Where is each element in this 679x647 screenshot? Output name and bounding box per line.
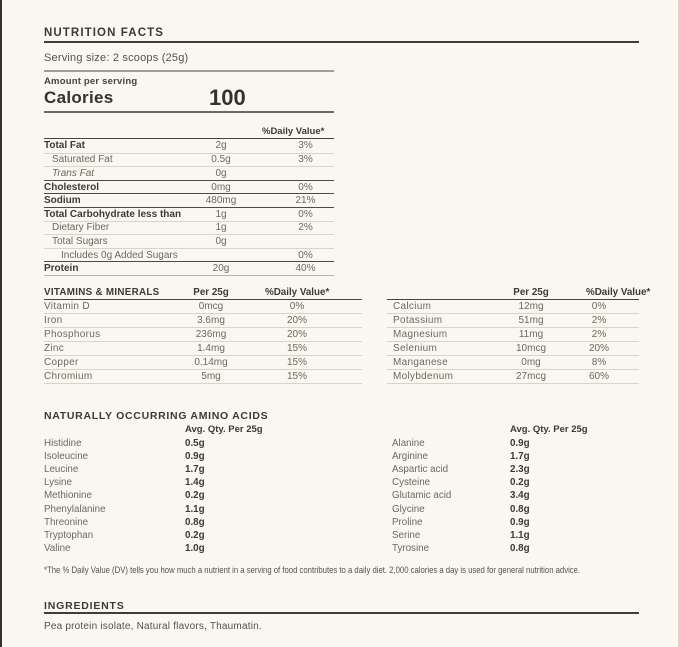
table-row [44,207,334,221]
nutrient-label: Saturated Fat [52,154,113,166]
mineral-name: Vitamin D [44,301,90,312]
list-item [44,489,324,502]
ingredients-text: Pea protein isolate, Natural flavors, Thaumatin. [44,621,262,632]
list-item [392,542,639,555]
nutrient-label: Protein [44,263,79,275]
nutrient-amount: 0g [215,235,227,247]
amino-name: Tyrosine [392,542,430,554]
amino-qty-header-left: Avg. Qty. Per 25g [185,424,263,435]
list-item [44,476,324,489]
nutrient-label: Total Sugars [52,235,108,247]
nutrient-amount: 1g [215,208,227,220]
table-row [44,248,334,262]
serving-size-text: Serving size: 2 scoops (25g) [44,52,189,64]
daily-value-col: %Daily Value* [586,287,651,298]
amino-name: Arginine [392,451,428,463]
mineral-dv: 20% [588,343,609,354]
nutrient-amount: 1g [215,222,227,234]
amino-acids-title: NATURALLY OCCURRING AMINO ACIDS [44,410,269,422]
mineral-dv: 8% [591,357,607,368]
ingredients-divider [44,612,639,614]
amino-qty: 1.7g [510,451,530,463]
table-row [44,139,334,153]
mineral-name: Phosphorus [44,329,101,340]
per-serving-col: Per 25g [513,287,549,298]
vitamins-table-header [44,286,362,300]
table-row [44,300,362,314]
mineral-name: Calcium [393,301,432,312]
mineral-qty: 3.6mg [197,315,225,326]
table-row [44,180,334,194]
vitamins-table-left [44,286,362,384]
mineral-name: Magnesium [393,329,448,340]
amino-acids-column-left [44,437,324,555]
mineral-dv: 15% [286,357,307,368]
amino-name: Aspartic acid [392,464,449,476]
table-row [44,328,362,342]
amino-qty: 1.1g [185,503,205,515]
mineral-qty: 236mg [195,329,227,340]
nutrient-label: Total Carbohydrate less than [44,208,182,220]
mineral-name: Manganese [393,357,448,368]
daily-value-table [44,139,334,276]
nutrient-amount: 0.5g [211,154,231,166]
list-item [44,502,324,515]
vitamins-title: VITAMINS & MINERALS [44,287,160,298]
list-item [392,489,639,502]
mineral-qty: 0mg [521,357,541,368]
table-row [387,300,639,314]
amino-qty: 0.9g [185,451,205,463]
amino-name: Glutamic acid [392,490,452,502]
nutrient-dv: 0% [298,181,313,193]
amino-qty: 1.7g [185,464,205,476]
mineral-qty: 27mcg [515,371,546,382]
table-row [44,261,334,275]
table-row [387,342,639,356]
amino-name: Cysteine [392,477,431,489]
amino-qty: 1.1g [510,529,530,541]
table-row [44,234,334,248]
amino-name: Methionine [44,490,92,502]
table-row [44,370,362,384]
table-row [387,356,639,370]
table-row [44,153,334,167]
list-item [392,516,639,529]
amino-name: Isoleucine [44,451,89,463]
amino-name: Serine [392,529,421,541]
nutrient-label: Dietary Fiber [52,222,110,234]
mineral-name: Copper [44,357,79,368]
mineral-name: Potassium [393,315,443,326]
nutrient-dv: 21% [295,195,316,207]
amino-name: Lysine [44,477,72,489]
mineral-name: Iron [44,315,63,326]
mineral-dv: 15% [286,343,307,354]
mineral-qty: 5mg [201,371,221,382]
amino-qty: 2.3g [510,464,530,476]
mineral-dv: 0% [289,301,305,312]
table-row [44,221,334,235]
nutrient-amount: 2g [215,140,227,152]
amino-name: Threonine [44,516,89,528]
daily-value-header: %Daily Value* [262,126,325,137]
daily-value-col: %Daily Value* [265,287,330,298]
amount-per-serving-label: Amount per serving [44,76,138,87]
list-item [44,516,324,529]
amino-qty: 0.2g [510,477,530,489]
amino-name: Tryptophan [44,529,94,541]
mineral-qty: 11mg [518,329,544,340]
list-item [44,450,324,463]
ingredients-title: INGREDIENTS [44,600,125,612]
nutrient-amount: 0g [215,167,227,179]
mineral-qty: 12mg [518,301,544,312]
amino-name: Leucine [44,464,79,476]
table-row [44,356,362,370]
table-row [44,342,362,356]
list-item [44,463,324,476]
nutrient-label: Includes 0g Added Sugars [61,249,178,261]
amino-qty: 0.9g [510,438,530,450]
mineral-name: Selenium [393,343,438,354]
page-title: NUTRITION FACTS [44,27,164,39]
amino-name: Proline [392,516,423,528]
amino-qty: 0.8g [185,516,205,528]
amino-qty: 0.8g [510,503,530,515]
amino-acids-column-right [392,437,639,555]
list-item [392,502,639,515]
list-item [44,529,324,542]
mineral-dv: 20% [286,315,307,326]
nutrient-amount: 20g [212,263,230,275]
serving-divider [44,70,334,72]
table-row [44,193,334,207]
table-row [387,314,639,328]
amino-name: Phenylalanine [44,503,106,515]
mineral-name: Molybdenum [393,371,454,382]
table-row [387,370,639,384]
mineral-dv: 2% [591,315,607,326]
nutrient-dv: 40% [295,263,316,275]
amino-qty: 0.8g [510,542,530,554]
mineral-dv: 20% [286,329,307,340]
vitamins-table-right [387,286,651,384]
mineral-name: Chromium [44,371,93,382]
nutrient-dv: 2% [298,222,313,234]
amino-name: Histidine [44,438,82,450]
list-item [392,437,639,450]
calories-label: Calories [44,88,114,107]
mineral-qty: 0.14mg [194,357,228,368]
amino-qty: 3.4g [510,490,530,502]
mineral-qty: 0mcg [198,301,224,312]
mineral-qty: 10mcg [515,343,546,354]
amino-qty: 0.9g [510,516,530,528]
list-item [44,542,324,555]
mineral-dv: 0% [591,301,607,312]
nutrient-label: Trans Fat [52,167,95,179]
mineral-name: Zinc [44,343,65,354]
per-serving-col: Per 25g [193,287,229,298]
mineral-dv: 15% [286,371,307,382]
nutrient-dv: 0% [298,208,313,220]
amino-qty: 1.4g [185,477,205,489]
amino-name: Glycine [392,503,425,515]
list-item [392,529,639,542]
list-item [392,450,639,463]
nutrient-dv: 0% [298,249,313,261]
amino-qty: 1.0g [185,542,205,554]
amino-qty: 0.2g [185,529,205,541]
mineral-dv: 60% [588,371,609,382]
table-row [44,314,362,328]
vitamins-table-header [387,286,651,300]
nutrient-dv: 3% [298,140,313,152]
calories-divider [44,111,334,113]
nutrient-dv: 3% [298,154,313,166]
list-item [392,463,639,476]
amino-qty: 0.2g [185,490,205,502]
amino-name: Alanine [392,438,425,450]
mineral-qty: 51mg [518,315,544,326]
nutrient-label: Total Fat [44,140,85,152]
list-item [44,437,324,450]
mineral-qty: 1.4mg [197,343,225,354]
mineral-dv: 2% [591,329,607,340]
nutrient-amount: 0mg [211,181,231,193]
table-row [387,328,639,342]
nutrient-amount: 480mg [205,195,237,207]
list-item [392,476,639,489]
amino-name: Valine [44,542,71,554]
daily-value-footnote: *The % Daily Value (DV) tells you how much a nutrient in a serving of food contributes to a daily diet. 2,000 calories a day is used for general nutrition advice. [44,565,581,575]
calories-value: 100 [209,85,246,110]
title-divider [44,41,639,43]
nutrient-label: Cholesterol [44,181,100,193]
amino-qty: 0.5g [185,438,205,450]
amino-qty-header-right: Avg. Qty. Per 25g [510,424,588,435]
table-row [44,166,334,180]
nutrient-label: Sodium [44,195,81,207]
